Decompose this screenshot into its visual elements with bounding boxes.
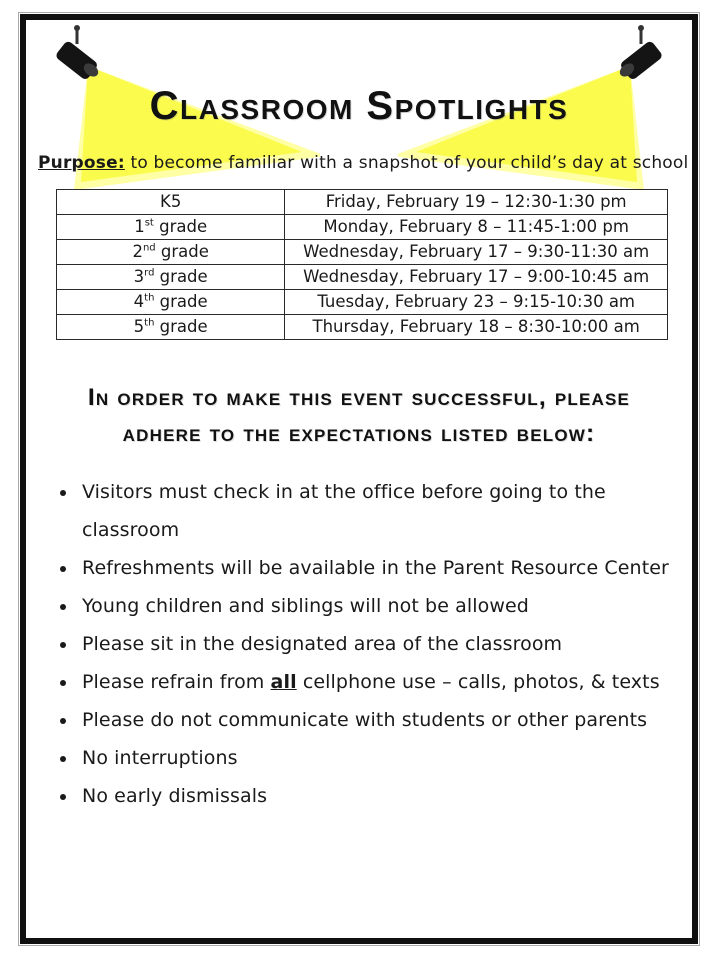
expectations-heading-line2: adhere to the expectations listed below: [122, 419, 596, 447]
table-row [57, 190, 668, 215]
list-item-emphasis: all [270, 671, 297, 694]
purpose-text: to become familiar with a snapshot of your child’s day at school [124, 153, 689, 173]
schedule-table [56, 189, 668, 340]
list-item [78, 663, 692, 701]
session-cell: Wednesday, February 17 – 9:30-11:30 am [285, 240, 668, 265]
grade-cell [57, 215, 285, 240]
grade-ordinal: th [144, 292, 155, 304]
list-item: • Refreshments will be available in the Parent Resource Center [78, 549, 692, 587]
list-item: • Please do not communicate with students or other parents [78, 701, 692, 739]
table-row [57, 215, 668, 240]
grade-ordinal: rd [144, 267, 155, 279]
grade-text: 5 [133, 316, 145, 336]
table-row [57, 240, 668, 265]
page-title: Classroom Spotlights [149, 84, 569, 128]
session-cell: Monday, February 8 – 11:45-1:00 pm [285, 215, 668, 240]
grade-suffix: grade [154, 266, 208, 286]
spotlight-stem [76, 28, 79, 44]
grade-ordinal: st [144, 217, 154, 229]
grade-text: 1 [134, 216, 145, 236]
table-row [57, 315, 668, 340]
session-cell: Tuesday, February 23 – 9:15-10:30 am [285, 290, 668, 315]
table-row [57, 265, 668, 290]
list-item: • No early dismissals [78, 777, 692, 815]
grade-cell [57, 265, 285, 290]
table-row [57, 290, 668, 315]
expectations-heading [32, 380, 686, 451]
grade-text: K5 [160, 191, 182, 211]
page-border [18, 12, 700, 946]
grade-cell [57, 290, 285, 315]
list-item: • Please sit in the designated area of the classroom [78, 625, 692, 663]
grade-text: 3 [133, 266, 145, 286]
list-item: • No interruptions [78, 739, 692, 777]
grade-cell [57, 240, 285, 265]
list-item: • Visitors must check in at the office before going to the classroom [78, 473, 692, 549]
session-cell: Thursday, February 18 – 8:30-10:00 am [285, 315, 668, 340]
grade-text: 4 [133, 291, 145, 311]
grade-suffix: grade [154, 291, 208, 311]
session-cell: Wednesday, February 17 – 9:00-10:45 am [285, 265, 668, 290]
list-item: • Young children and siblings will not be allowed [78, 587, 692, 625]
grade-text: 2 [132, 241, 143, 261]
grade-suffix: grade [153, 216, 208, 236]
grade-ordinal: nd [142, 242, 156, 254]
grade-suffix: grade [155, 241, 209, 261]
grade-cell [57, 190, 285, 215]
flyer-page [20, 14, 698, 944]
spotlight-stem [640, 28, 643, 44]
purpose-line [38, 153, 689, 173]
expectations-list [26, 473, 692, 815]
expectations-heading-line1: In order to make this event successful, please [87, 384, 631, 411]
grade-suffix: grade [154, 316, 208, 336]
list-item-text: cellphone use – calls, photos, & texts [296, 671, 660, 694]
grade-ordinal: th [144, 317, 155, 329]
purpose-label: Purpose: [38, 153, 125, 173]
grade-cell [57, 315, 285, 340]
list-item-text: Please refrain from [82, 671, 271, 694]
session-cell: Friday, February 19 – 12:30-1:30 pm [285, 190, 668, 215]
